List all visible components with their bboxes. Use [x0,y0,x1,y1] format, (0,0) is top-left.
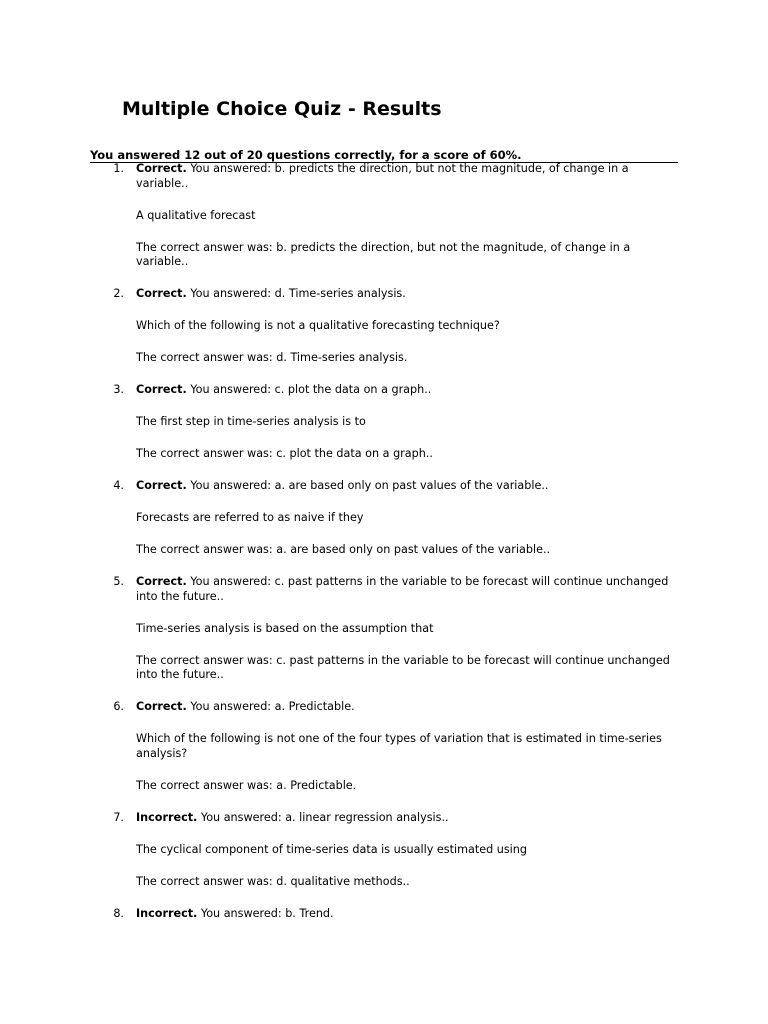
item-number: 1. [113,162,124,175]
correct-answer-label: The correct answer was: [136,351,273,364]
your-answer: d. Time-series analysis. [274,287,406,300]
you-answered-label: You answered: [200,906,282,920]
correct-answer-label: The correct answer was: [136,447,273,460]
result-item-6 [90,700,680,811]
question-text: Which of the following is not a qualitative forecasting technique? [136,319,500,332]
correct-answer-line [136,351,680,366]
correct-answer: c. past patterns in the variable to be forecast will continue unchanged into the future.. [136,653,670,681]
result-item-8 [90,907,680,922]
item-number: 4. [113,479,124,492]
status-label: Correct. [136,162,187,175]
your-answer: c. past patterns in the variable to be forecast will continue unchanged into the future.. [136,575,669,603]
result-item-7 [90,811,680,907]
item-number: 7. [113,810,124,824]
status-label: Incorrect. [136,810,198,824]
question-text: Which of the following is not one of the four types of variation that is estimated in time-series analysis? [136,732,662,760]
question-text: Forecasts are referred to as naive if they [136,511,364,524]
result-item-3 [90,383,680,479]
results-list [90,162,680,921]
correct-answer-line [136,447,680,462]
result-item-2 [90,287,680,383]
you-answered-label: You answered: [190,162,272,175]
correct-answer: c. plot the data on a graph.. [276,447,433,460]
you-answered-label: You answered: [190,575,272,588]
question-text: Time-series analysis is based on the assumption that [136,621,434,635]
your-answer-line [136,162,680,191]
you-answered-label: You answered: [190,287,272,300]
correct-answer: d. qualitative methods.. [276,874,410,888]
status-label: Correct. [136,575,187,588]
your-answer-line [136,479,680,494]
correct-answer-line [136,875,680,890]
score-summary: You answered 12 out of 20 questions correctly, for a score of 60%. [90,148,678,163]
correct-answer-label: The correct answer was: [136,778,273,792]
your-answer: c. plot the data on a graph.. [274,383,432,396]
your-answer-line [136,575,680,604]
item-number: 2. [113,287,124,300]
correct-answer-line [136,241,680,270]
your-answer: a. are based only on past values of the variable.. [274,479,549,492]
correct-answer-line [136,654,680,683]
correct-answer-line [136,543,680,558]
you-answered-label: You answered: [190,383,272,396]
question-text: The first step in time-series analysis is to [136,415,366,428]
correct-answer-label: The correct answer was: [136,543,273,556]
correct-answer: b. predicts the direction, but not the magnitude, of change in a variable.. [136,240,631,268]
question-text: The cyclical component of time-series data is usually estimated using [136,842,527,856]
you-answered-label: You answered: [190,479,272,492]
correct-answer: d. Time-series analysis. [276,351,408,364]
you-answered-label: You answered: [200,810,282,824]
status-label: Correct. [136,700,187,713]
your-answer-line [136,383,680,398]
your-answer: a. Predictable. [274,700,355,713]
your-answer: b. Trend. [285,906,334,920]
your-answer-line [136,907,680,922]
page-title: Multiple Choice Quiz - Results [122,98,442,120]
correct-answer-label: The correct answer was: [136,240,273,254]
status-label: Incorrect. [136,906,198,920]
correct-answer: a. Predictable. [276,778,357,792]
your-answer: a. linear regression analysis.. [285,810,449,824]
correct-answer-label: The correct answer was: [136,874,273,888]
result-item-4 [90,479,680,575]
correct-answer: a. are based only on past values of the variable.. [276,543,551,556]
item-number: 3. [113,383,124,396]
item-number: 8. [113,906,124,920]
your-answer-line [136,287,680,302]
result-item-5 [90,575,680,700]
question-text: A qualitative forecast [136,208,256,222]
your-answer: b. predicts the direction, but not the magnitude, of change in a variable.. [136,162,629,190]
item-number: 5. [113,575,124,588]
status-label: Correct. [136,479,187,492]
result-item-1 [90,162,680,287]
you-answered-label: You answered: [190,700,272,713]
item-number: 6. [113,700,124,713]
correct-answer-line [136,779,680,794]
status-label: Correct. [136,287,187,300]
correct-answer-label: The correct answer was: [136,653,273,667]
your-answer-line [136,700,680,715]
status-label: Correct. [136,383,187,396]
your-answer-line [136,811,680,826]
